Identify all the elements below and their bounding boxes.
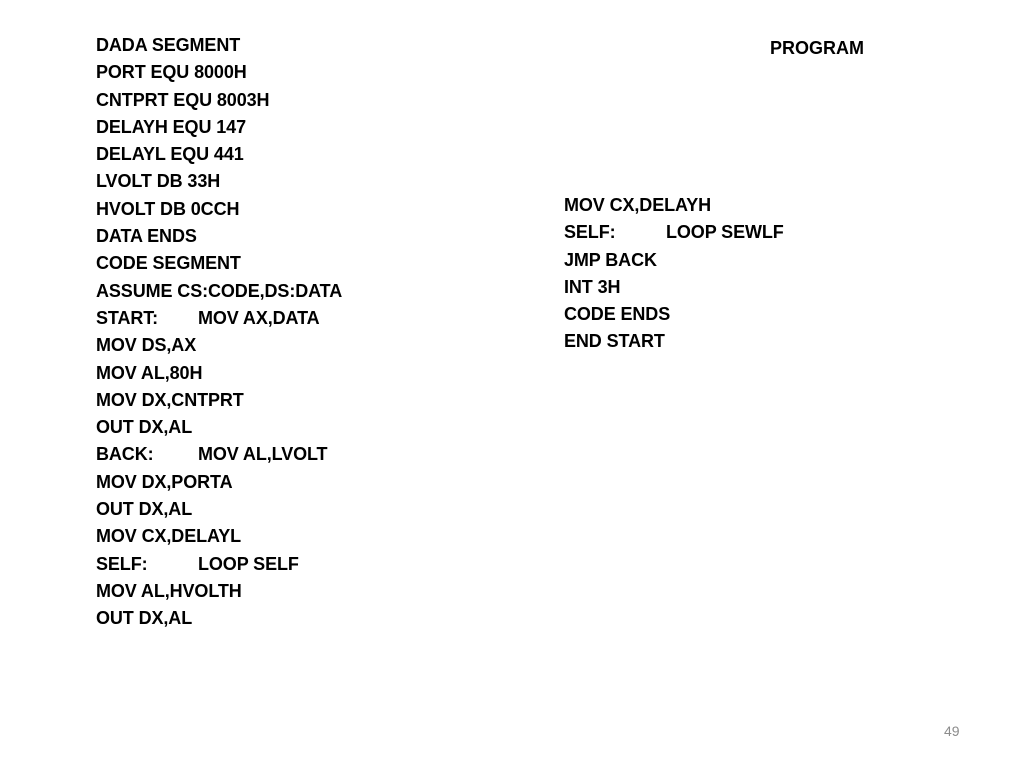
code-instruction: INT 3H: [564, 276, 621, 297]
code-line: [564, 301, 784, 328]
code-instruction: ASSUME CS:CODE,DS:DATA: [96, 280, 343, 301]
code-line: [96, 414, 342, 441]
code-label: BACK:: [96, 444, 154, 465]
code-line: [564, 192, 784, 219]
page-number: 49: [944, 723, 960, 739]
code-instruction: LOOP SELF: [198, 553, 299, 574]
code-instruction: MOV AX,DATA: [198, 307, 320, 328]
code-instruction: LOOP SEWLF: [666, 222, 784, 243]
code-line: [564, 328, 784, 355]
code-line: [96, 441, 342, 468]
code-line: [564, 219, 784, 246]
code-instruction: CNTPRT EQU 8003H: [96, 89, 270, 110]
code-instruction: MOV DX,CNTPRT: [96, 389, 244, 410]
code-instruction: MOV CX,DELAYH: [564, 195, 712, 215]
code-line: [96, 278, 342, 305]
code-instruction: CODE ENDS: [564, 304, 671, 325]
code-instruction: OUT DX,AL: [96, 417, 193, 438]
code-line: [96, 332, 342, 359]
code-line: [96, 551, 342, 578]
code-line: [96, 605, 342, 632]
code-instruction: OUT DX,AL: [96, 499, 193, 520]
code-line: [96, 141, 342, 168]
code-line: [96, 250, 342, 277]
code-line: [96, 168, 342, 195]
code-instruction: MOV CX,DELAYL: [96, 526, 242, 547]
code-instruction: DELAYL EQU 441: [96, 144, 244, 165]
code-instruction: MOV AL,LVOLT: [198, 444, 328, 465]
code-instruction: CODE SEGMENT: [96, 253, 241, 274]
code-listing-right: [564, 192, 784, 356]
code-instruction: HVOLT DB 0CCH: [96, 198, 240, 219]
code-line: [96, 223, 342, 250]
code-line: [96, 196, 342, 223]
code-line: [564, 247, 784, 274]
code-instruction: END START: [564, 331, 665, 352]
code-line: [96, 496, 342, 523]
slide-title: PROGRAM: [770, 38, 864, 58]
code-instruction: OUT DX,AL: [96, 608, 193, 629]
code-line: [96, 578, 342, 605]
code-instruction: DELAYH EQU 147: [96, 116, 246, 137]
code-instruction: PORT EQU 8000H: [96, 62, 247, 83]
code-instruction: DADA SEGMENT: [96, 35, 241, 55]
code-instruction: DATA ENDS: [96, 226, 197, 247]
code-instruction: MOV DS,AX: [96, 335, 197, 356]
code-line: [96, 32, 342, 59]
code-instruction: MOV AL,80H: [96, 362, 203, 383]
code-instruction: JMP BACK: [564, 249, 657, 270]
code-instruction: MOV AL,HVOLTH: [96, 580, 242, 601]
code-line: [96, 387, 342, 414]
code-label: START:: [96, 307, 159, 328]
code-line: [96, 59, 342, 86]
code-line: [96, 114, 342, 141]
code-line: [96, 87, 342, 114]
code-line: [96, 523, 342, 550]
code-listing-left: [96, 32, 342, 633]
code-line: [96, 360, 342, 387]
code-line: [96, 305, 342, 332]
code-line: [96, 469, 342, 496]
code-label: SELF:: [96, 553, 148, 574]
code-instruction: LVOLT DB 33H: [96, 171, 221, 192]
code-instruction: MOV DX,PORTA: [96, 471, 233, 492]
code-line: [564, 274, 784, 301]
code-label: SELF:: [564, 222, 616, 243]
